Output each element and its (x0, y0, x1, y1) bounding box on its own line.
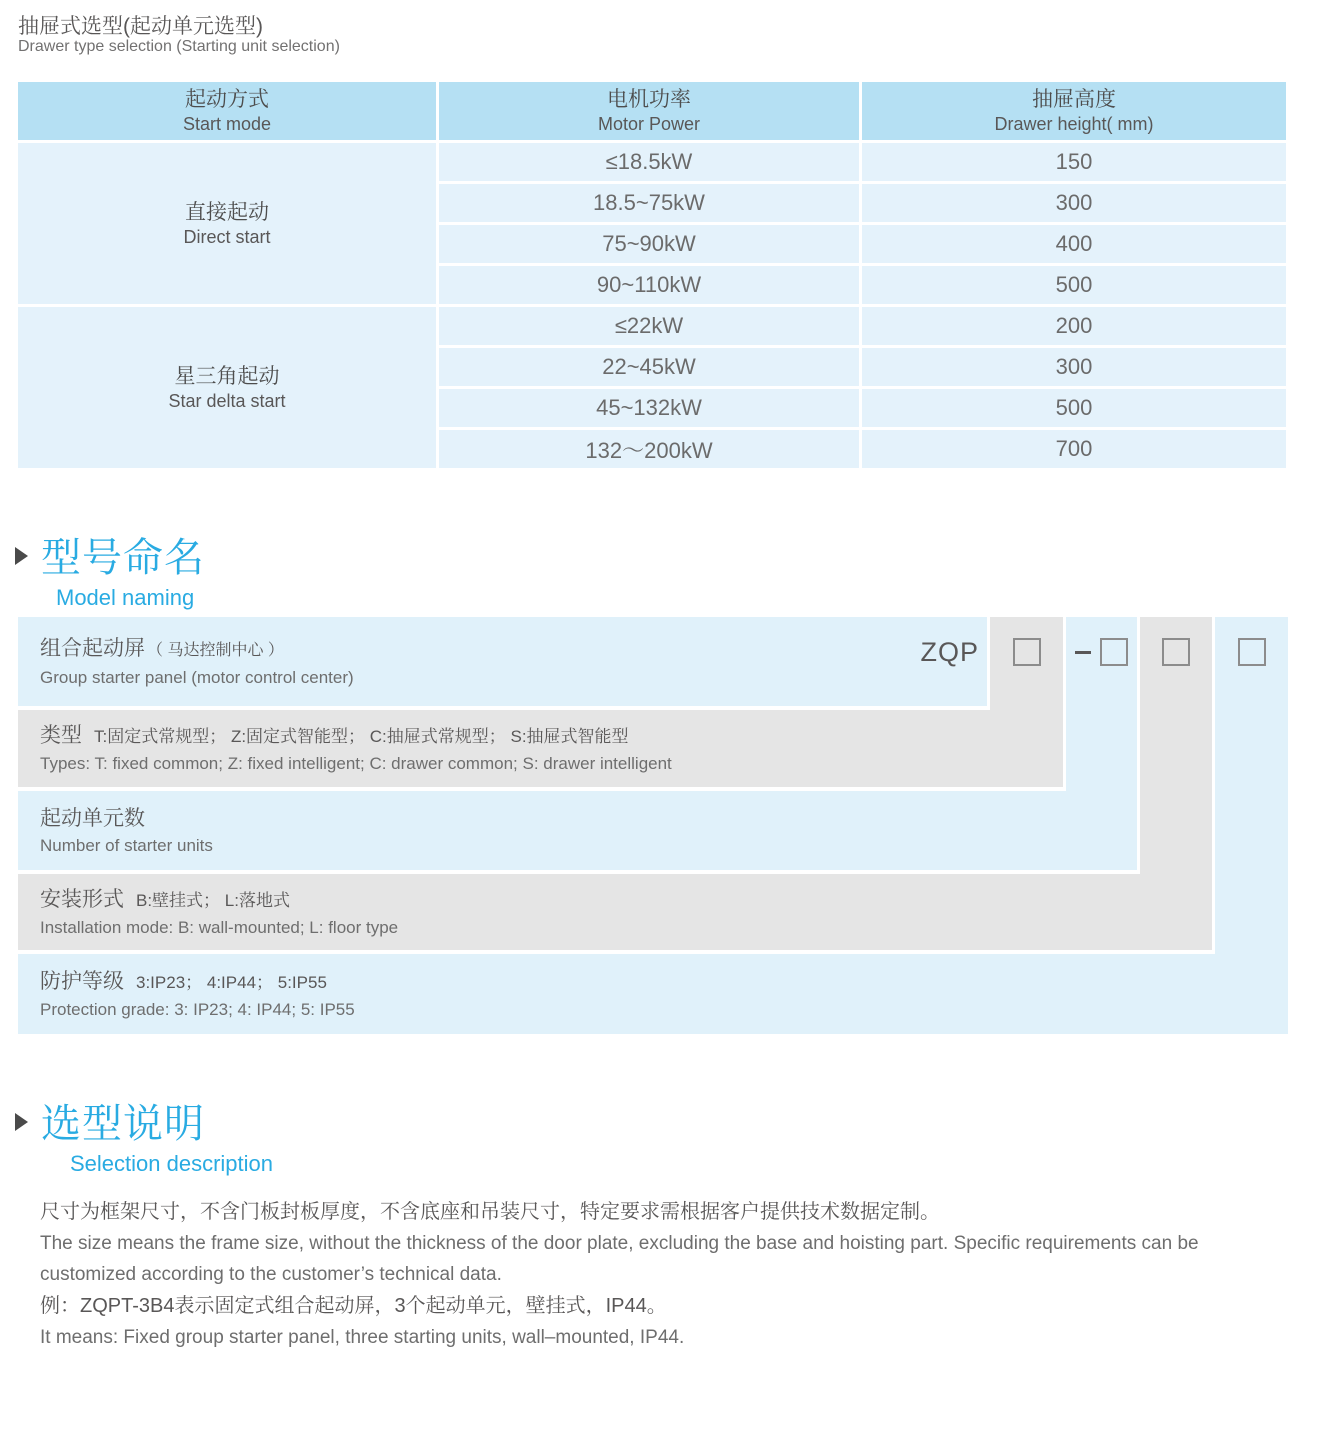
band5-cn: 防护等级 3:IP23； 4:IP44； 5:IP55 (40, 969, 327, 993)
column-start-mode (18, 82, 436, 468)
band-types (18, 710, 1063, 787)
header-drawer-height-cn: 抽屉高度 (1032, 88, 1116, 111)
band5-en: Protection grade: 3: IP23; 4: IP44; 5: IP55 (40, 999, 355, 1019)
table-row-power (439, 389, 859, 427)
table-row-height (862, 307, 1286, 345)
power-value: 90~110kW (596, 272, 702, 297)
selection-heading-en: Selection description (70, 1151, 274, 1176)
power-value: ≤18.5kW (605, 149, 693, 174)
group-star-delta-start-cn: 星三角起动 (174, 364, 280, 388)
table-row-height (862, 184, 1286, 222)
power-value: 45~132kW (596, 395, 702, 420)
table-row-height (862, 266, 1286, 304)
table-row-height (862, 389, 1286, 427)
placeholder-box-units (1066, 637, 1137, 667)
band-protection-grade (18, 954, 1288, 1034)
desc-line4-en: It means: Fixed group starter panel, three starting units, wall–mounted, IP44. (40, 1327, 685, 1348)
model-naming-heading-cn: 型号命名 (41, 536, 205, 580)
model-naming-diagram (18, 617, 1288, 1037)
table-row-power (439, 143, 859, 181)
desc-line2-en: The size means the frame size, without the thickness of the door plate, excluding the base and hoisting part. Specific requirements can be customized according to the customer’s technical data. (40, 1233, 1199, 1285)
band-installation-mode (18, 874, 1212, 950)
band2-cn: 类型 T:固定式常规型； Z:固定式智能型； C:抽屉式常规型； S:抽屉式智能型 (40, 724, 629, 747)
band1-en: Group starter panel (motor control center) (40, 667, 354, 687)
height-value: 700 (1055, 436, 1093, 461)
page-title-en: Drawer type selection (Starting unit selection) (18, 38, 340, 55)
power-value: 18.5~75kW (593, 190, 705, 215)
power-value: 22~45kW (602, 354, 696, 379)
height-value: 500 (1055, 272, 1093, 297)
header-drawer-height (862, 82, 1286, 140)
column-drawer-height (862, 82, 1286, 468)
placeholder-box-installation (1140, 637, 1212, 667)
table-row-height (862, 430, 1286, 468)
dash-icon (1075, 651, 1091, 654)
table-row-height (862, 143, 1286, 181)
page-title-cn: 抽屉式选型(起动单元选型) (18, 15, 263, 38)
desc-line3-cn: 例：ZQPT-3B4表示固定式组合起动屏，3个起动单元，壁挂式，IP44。 (40, 1295, 667, 1317)
band3-en: Number of starter units (40, 835, 213, 855)
header-motor-power (439, 82, 859, 140)
band3-cn: 起动单元数 (40, 806, 145, 830)
band-number-of-units (18, 791, 1137, 870)
band2-en: Types: T: fixed common; Z: fixed intelligent; C: drawer common; S: drawer intelligent (40, 754, 672, 773)
height-value: 400 (1055, 231, 1093, 256)
selection-description-text (40, 1196, 1285, 1353)
placeholder-box-protection (1215, 637, 1288, 667)
table-row-power (439, 266, 859, 304)
header-motor-power-cn: 电机功率 (607, 88, 691, 111)
table-row-power (439, 348, 859, 386)
triangle-bullet-icon (15, 547, 28, 565)
table-row-height (862, 348, 1286, 386)
height-value: 300 (1055, 354, 1093, 379)
triangle-bullet-icon (15, 1113, 28, 1131)
section-heading-model-naming (15, 526, 205, 611)
group-star-delta-start (18, 307, 436, 468)
group-direct-start-en: Direct start (183, 226, 271, 247)
table-row-power (439, 225, 859, 263)
section-heading-selection-description (15, 1092, 273, 1177)
group-direct-start (18, 143, 436, 304)
header-start-mode (18, 82, 436, 140)
height-value: 300 (1055, 190, 1093, 215)
model-naming-heading-en: Model naming (56, 585, 195, 610)
group-direct-start-cn: 直接起动 (185, 200, 269, 224)
box-icon (1238, 638, 1266, 666)
power-value: ≤22kW (614, 313, 684, 338)
band4-en: Installation mode: B: wall-mounted; L: floor type (40, 917, 399, 937)
height-value: 500 (1055, 395, 1093, 420)
height-value: 200 (1055, 313, 1093, 338)
placeholder-box-type (990, 637, 1063, 667)
drawer-selection-table (18, 82, 1286, 468)
header-motor-power-en: Motor Power (597, 114, 701, 134)
power-value: 132～200kW (585, 437, 713, 463)
table-row-power (439, 184, 859, 222)
box-icon (1100, 638, 1128, 666)
power-value: 75~90kW (602, 231, 696, 256)
header-start-mode-cn: 起动方式 (185, 88, 269, 111)
selection-heading-cn: 选型说明 (41, 1102, 205, 1146)
desc-line1-cn: 尺寸为框架尺寸，不含门板封板厚度，不含底座和吊装尺寸，特定要求需根据客户提供技术数据定制。 (40, 1201, 940, 1223)
table-row-power (439, 430, 859, 468)
box-icon (1162, 638, 1190, 666)
group-star-delta-start-en: Star delta start (168, 390, 286, 411)
header-start-mode-en: Start mode (182, 114, 272, 134)
table-row-power (439, 307, 859, 345)
header-drawer-height-en: Drawer height( mm) (994, 114, 1154, 134)
box-icon (1013, 638, 1041, 666)
model-code-prefix: ZQP (920, 636, 979, 667)
band4-cn: 安装形式 B:壁挂式； L:落地式 (40, 887, 290, 911)
table-row-height (862, 225, 1286, 263)
column-motor-power (439, 82, 859, 468)
height-value: 150 (1055, 149, 1093, 174)
band1-cn: 组合起动屏 （ 马达控制中心 ） (40, 636, 284, 660)
